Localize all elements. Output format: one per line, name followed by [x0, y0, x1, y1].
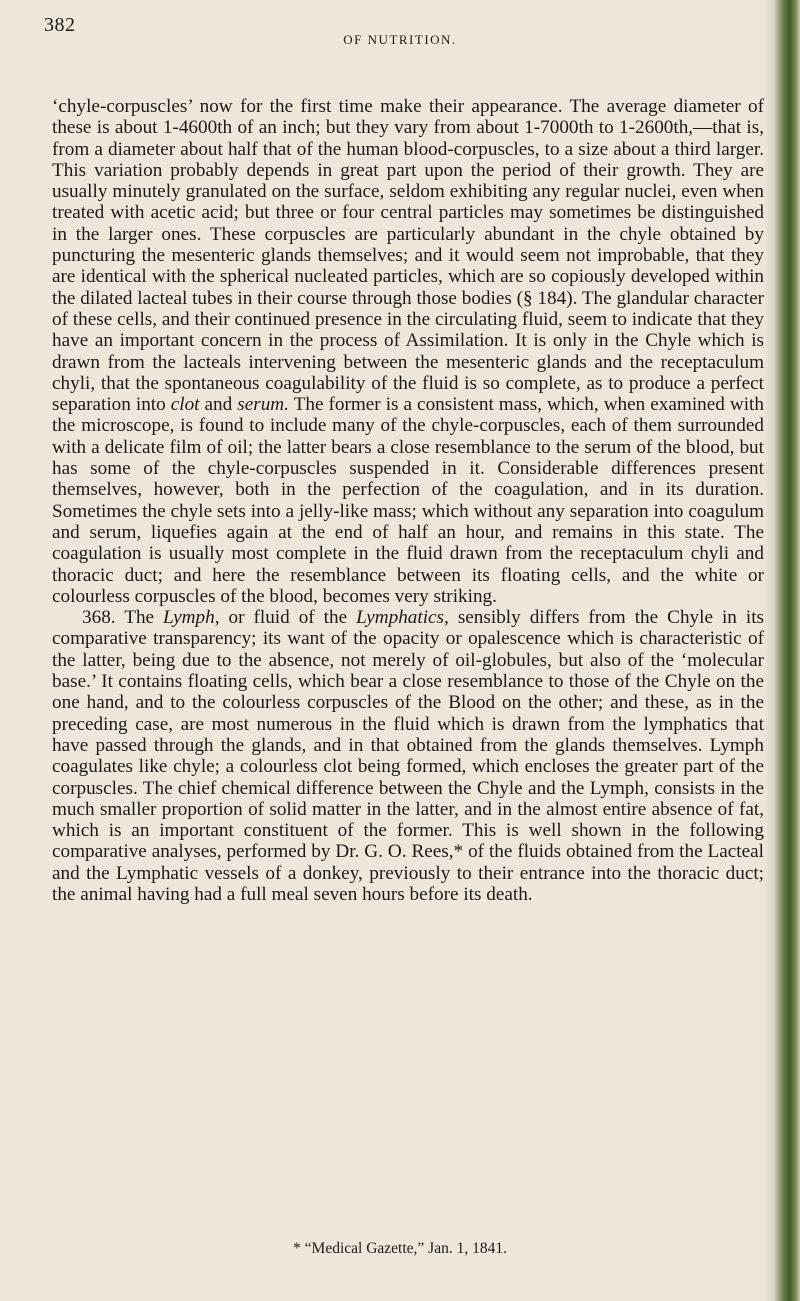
- italic-term-lymph: Lymph,: [163, 607, 220, 629]
- paragraph-368-lymph: [52, 607, 764, 905]
- page-body: [52, 96, 764, 905]
- text-run: The former is a consistent mass, which, when examined with the microscope, is found to include many of the chyle-corpuscles, each of them surrounded with a delicate film of oil; the latter bears a close resemblance to the serum of the blood, but has some of the chyle-corpuscles suspended in it. Considerable differences present themselves, however, both in the perfection of the coagulation, and in its duration. Sometimes the chyle sets into a jelly-like mass; which without any separation into coagulum and serum, liquefies again at the end of half an hour, and remains in this state. The coagulation is usually most complete in the fluid drawn from the receptaculum chyli and thoracic duct; and here the resemblance between its floating cells, and the white or colourless corpuscles of the blood, becomes very striking.: [52, 394, 764, 607]
- footnote: * “Medical Gazette,” Jan. 1, 1841.: [293, 1240, 507, 1257]
- spine-shadow: [764, 0, 774, 1301]
- italic-term-serum: serum.: [237, 394, 289, 416]
- page-number: 382: [44, 14, 76, 36]
- text-run: sensibly differs from the Chyle in its comparative transparency; its want of the opacity or opalescence which is characteristic of the latter, being due to the absence, not merely of oil-globules, but also of the ‘molecular base.’ It contains floating cells, which bear a close resemblance to those of the Chyle on the one hand, and to the colourless corpuscles of the Blood on the other; and these, as in the preceding case, are most numerous in the fluid which is drawn from the lymphatics that have passed through the glands, and in that obtained from the glands themselves. Lymph coagulates like chyle; a colourless clot being formed, which encloses the greater part of the corpuscles. The chief chemical difference between the Chyle and the Lymph, consists in the much smaller proportion of solid matter in the latter, and in the almost entire absence of fat, which is an important constituent of the former. This is well shown in the following comparative analyses, performed by Dr. G. O. Rees,* of the fluids obtained from the Lacteal and the Lymphatic vessels of a donkey, previously to their entrance into the thoracic duct; the animal having had a full meal seven hours before its death.: [52, 607, 765, 905]
- italic-term-clot: clot: [170, 394, 200, 416]
- text-run: or fluid of the: [219, 607, 357, 629]
- text-run: and: [199, 394, 238, 416]
- italic-term-lymphatics: Lymphatics,: [356, 607, 449, 629]
- section-number: 368.: [82, 607, 116, 629]
- paragraph-chyle: [52, 96, 764, 607]
- book-spine-edge: [774, 0, 800, 1301]
- text-run: ‘chyle-corpuscles’ now for the first time make their appearance. The average diameter of these is about 1-4600th of an inch; but they vary from about 1-7000th to 1-2600th,—that is, from a diameter about half that of the human blood-corpuscles, to a size about a third larger. This variation probably depends in great part upon the period of their growth. They are usually minutely granulated on the surface, seldom exhibiting any regular nuclei, even when treated with acetic acid; but three or four central particles may sometimes be distinguished in the larger ones. These corpuscles are particularly abundant in the chyle obtained by puncturing the mesenteric glands themselves; and it would seem not improbable, that they are identical with the spherical nucleated particles, which are so copiously developed within the dilated lacteal tubes in their course through those bodies (§ 184). The glandular character of these cells, and their continued presence in the circulating fluid, seem to indicate that they have an important concern in the process of Assimilation. It is only in the Chyle which is drawn from the lacteals intervening between the mesenteric glands and the receptaculum chyli, that the spontaneous coagulability of the fluid is so complete, as to produce a perfect separation into: [52, 96, 764, 416]
- running-title: OF NUTRITION.: [343, 32, 457, 47]
- text-run: The: [115, 607, 164, 629]
